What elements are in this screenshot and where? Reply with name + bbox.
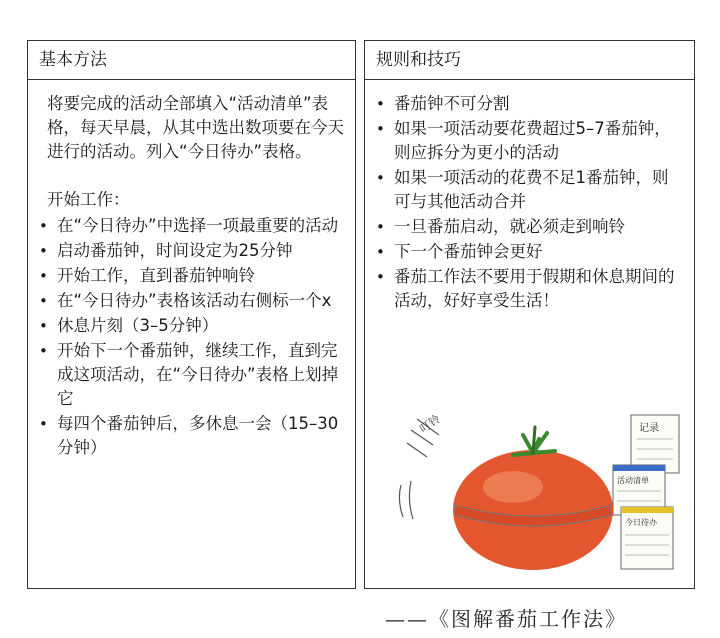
- rules-body: [365, 80, 694, 313]
- ring-sound-text: 叮铃: [417, 412, 443, 436]
- rule-item: • 如果一项活动的花费不足1番茄钟，则可与其他活动合并: [375, 166, 684, 214]
- step-item: • 开始工作，直到番茄钟响铃: [38, 264, 345, 288]
- step-item: • 每四个番茄钟后，多休息一会（15–30分钟）: [38, 412, 345, 460]
- book-caption: ——《图解番茄工作法》: [385, 607, 627, 631]
- tomato-timer-illustration: [393, 405, 693, 585]
- step-item: • 在“今日待办”中选择一项最重要的活动: [38, 214, 345, 238]
- intro-paragraph: 将要完成的活动全部填入“活动清单”表格，每天早晨，从其中选出数项要在今天进行的活动。列入“今日待办”表格。: [47, 94, 344, 161]
- rule-item: • 一旦番茄启动，就必须走到响铃: [375, 215, 684, 239]
- rules-list: [375, 92, 684, 313]
- ring-sound-lines: [399, 419, 439, 519]
- rules-title: 规则和技巧: [365, 41, 694, 80]
- paper-sheets: [613, 415, 679, 569]
- basic-method-title: 基本方法: [28, 41, 355, 80]
- sheet-label-record: 记录: [639, 423, 659, 434]
- steps-list: [38, 214, 345, 460]
- basic-method-panel: [27, 40, 356, 589]
- rule-item: • 番茄钟不可分割: [375, 92, 684, 116]
- rule-item: • 下一个番茄钟会更好: [375, 240, 684, 264]
- basic-method-body: [28, 80, 355, 460]
- sheet-label-today-todo: 今日待办: [625, 518, 657, 527]
- step-item: • 启动番茄钟，时间设定为25分钟: [38, 239, 345, 263]
- step-item: • 休息片刻（3–5分钟）: [38, 314, 345, 338]
- rule-item: • 如果一项活动要花费超过5–7番茄钟，则应拆分为更小的活动: [375, 117, 684, 165]
- sheet-label-activity-list: 活动清单: [617, 476, 649, 485]
- rule-item: • 番茄工作法不要用于假期和休息期间的活动，好好享受生活！: [375, 265, 684, 313]
- step-item: • 开始下一个番茄钟，继续工作，直到完成这项活动，在“今日待办”表格上划掉它: [38, 339, 345, 411]
- step-item: • 在“今日待办”表格该活动右侧标一个x: [38, 289, 345, 313]
- tomato-timer-icon: [453, 427, 613, 570]
- start-work-subhead: 开始工作：: [47, 190, 130, 209]
